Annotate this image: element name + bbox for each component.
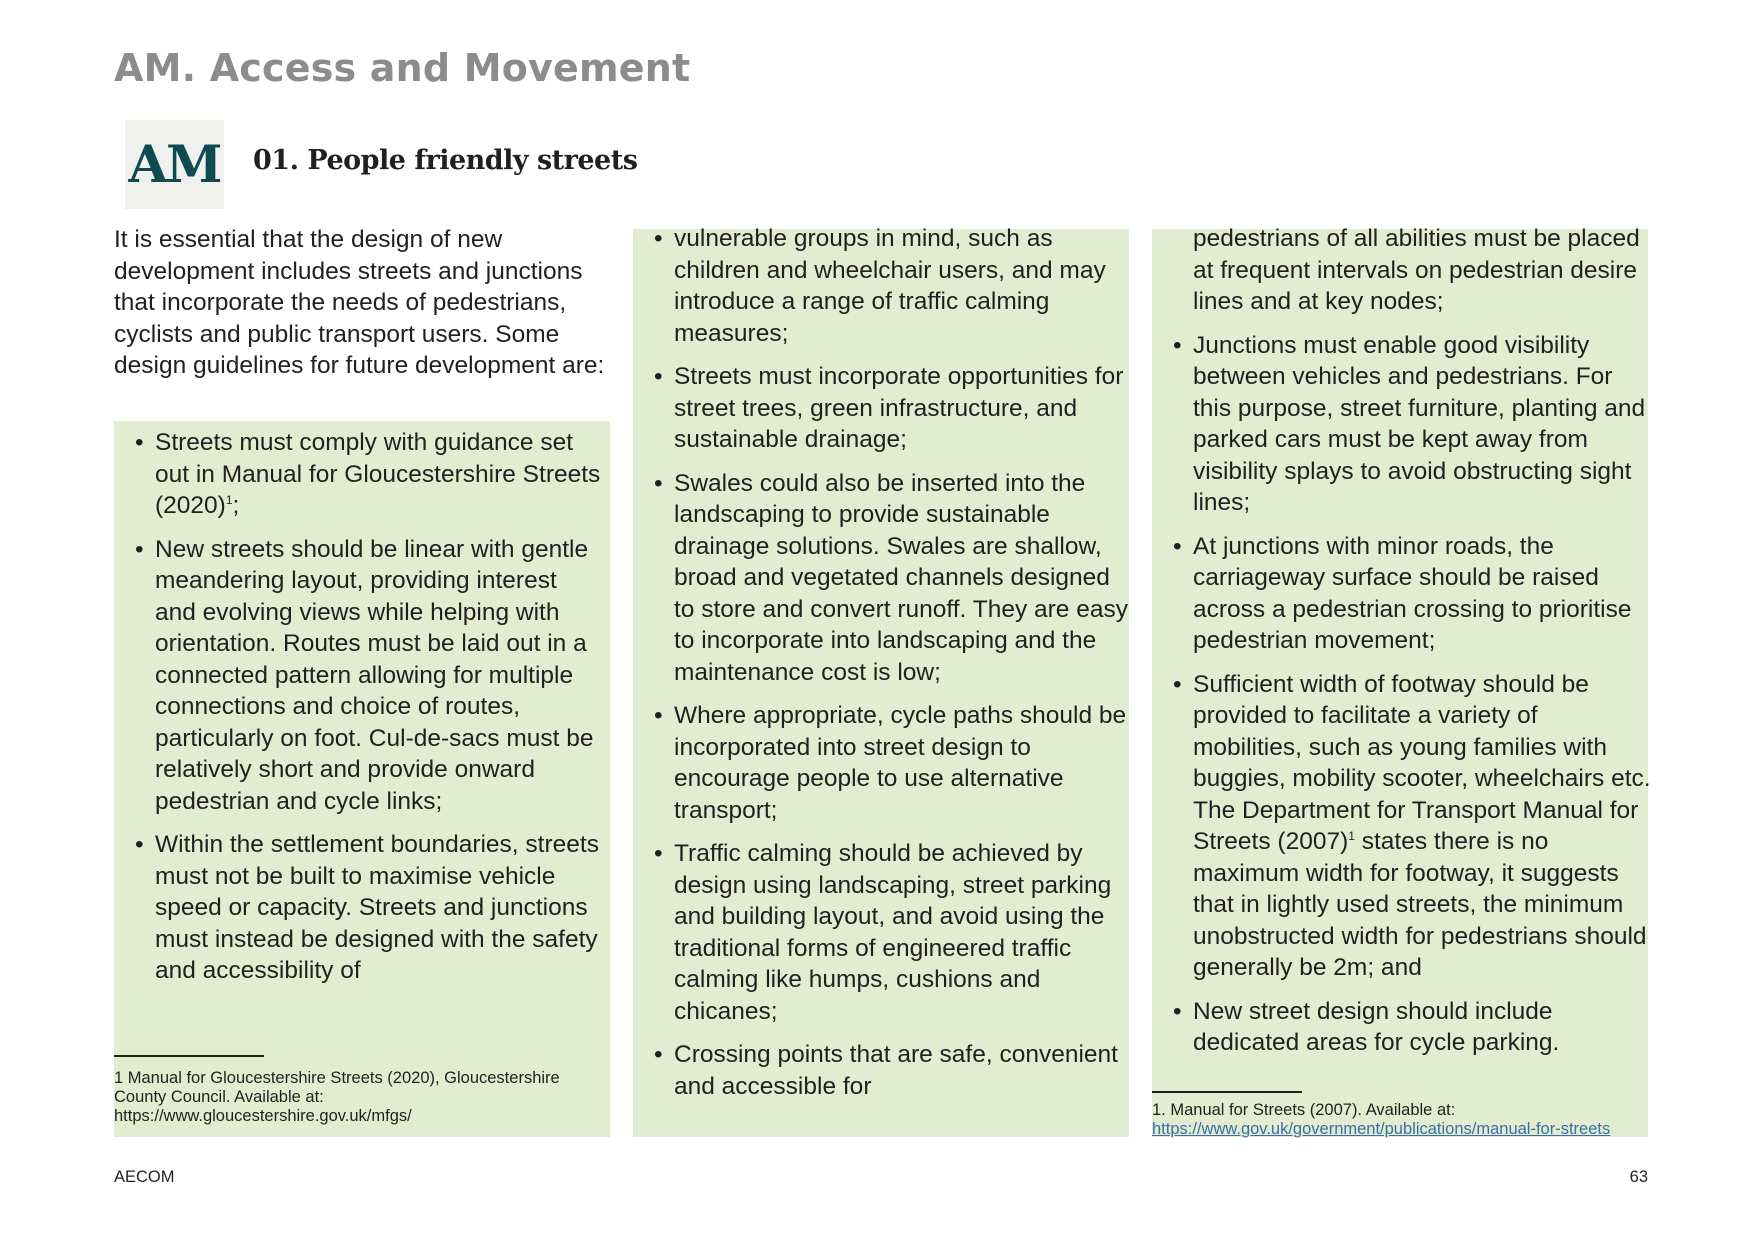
- list-item: • Where appropriate, cycle paths should be incorporated into street design to encourage people to use alternative transport;: [633, 700, 1133, 826]
- list-item: • Streets must incorporate opportunities for street trees, green infrastructure, and sustainable drainage;: [633, 361, 1133, 456]
- guidelines-panel-3: [1152, 225, 1651, 1138]
- list-item: • At junctions with minor roads, the carriageway surface should be raised across a pedestrian crossing to prioritise pedestrian movement;: [1152, 531, 1652, 657]
- list-item: • Traffic calming should be achieved by design using landscaping, street parking and building layout, and avoid using the traditional forms of engineered traffic calming like humps, cushions and chicanes;: [633, 838, 1133, 1027]
- footer-company: AECOM: [114, 1168, 175, 1186]
- guidelines-panel-2: [633, 225, 1129, 1137]
- list-item: • Swales could also be inserted into the landscaping to provide sustainable drainage solutions. Swales are shallow, broad and vegetated channels designed to store and convert runoff. They are easy to incorporate into landscaping and the maintenance cost is low;: [633, 468, 1133, 689]
- bullet-list-3: [1152, 223, 1652, 1071]
- footnote-divider: [1152, 1091, 1302, 1093]
- list-item: • Sufficient width of footway should be provided to facilitate a variety of mobilities, such as young families with buggies, mobility scooter, wheelchairs etc. The Department for Transport Manual for Streets $(2007)^1$ states there is no maximum width for footway, it suggests that in lightly used streets, the minimum unobstructed width for pedestrians should generally be 2m; and: [1152, 669, 1652, 984]
- page-number: 63: [1629, 1168, 1648, 1186]
- list-item: • vulnerable groups in mind, such as children and wheelchair users, and may introduce a range of traffic calming measures;: [633, 223, 1133, 349]
- footnote-divider: [114, 1055, 264, 1057]
- footnote-ref: 1: [1348, 828, 1355, 843]
- footnote-ref: 1: [225, 492, 233, 507]
- guidelines-panel-1: [114, 421, 610, 1137]
- bullet-list-2: [633, 223, 1133, 1114]
- section-badge: [125, 120, 224, 209]
- list-item: • New streets should be linear with gentle meandering layout, providing interest and evolving views while helping with orientation. Routes must be laid out in a connected pattern allowing for multiple connections and choice of routes, particularly on foot. Cul-de-sacs must be relatively short and provide onward pedestrian and cycle links;: [114, 534, 604, 818]
- section-badge-label: AM: [128, 134, 221, 195]
- section-title: AM. Access and Movement: [114, 46, 691, 90]
- manual-for-streets-link[interactable]: https://www.gov.uk/government/publications/manual-for-streets: [1152, 1120, 1611, 1138]
- list-item: • Junctions must enable good visibility between vehicles and pedestrians. For this purpose, street furniture, planting and parked cars must be kept away from visibility splays to avoid obstructing sight lines;: [1152, 330, 1652, 519]
- footnote-1: 1 Manual for Gloucestershire Streets (2020), Gloucestershire County Council. Available at: https://www.gloucestershire.gov.uk/mfgs/: [114, 1069, 560, 1125]
- subheading: 01. People friendly streets: [253, 145, 638, 176]
- bullet-list-1: [114, 427, 604, 999]
- intro-paragraph: It is essential that the design of new development includes streets and junctions that incorporate the needs of pedestrians, cyclists and public transport users. Some design guidelines for future development are:: [114, 226, 605, 379]
- list-item: • Within the settlement boundaries, streets must not be built to maximise vehicle speed or capacity. Streets and junctions must instead be designed with the safety and accessibility of: [114, 829, 604, 987]
- footnote-2: 1. Manual for Streets (2007). Available at: https://www.gov.uk/government/publications/manual-for-streets: [1152, 1101, 1611, 1138]
- list-item: • Crossing points that are safe, convenient and accessible for: [633, 1039, 1133, 1102]
- list-item: • Streets must comply with guidance set out in Manual for Gloucestershire Streets $(2020)^1$;: [114, 427, 604, 522]
- list-item-continuation: pedestrians of all abilities must be placed at frequent intervals on pedestrian desire lines and at key nodes;: [1193, 225, 1640, 315]
- list-item: • New street design should include dedicated areas for cycle parking.: [1152, 996, 1652, 1059]
